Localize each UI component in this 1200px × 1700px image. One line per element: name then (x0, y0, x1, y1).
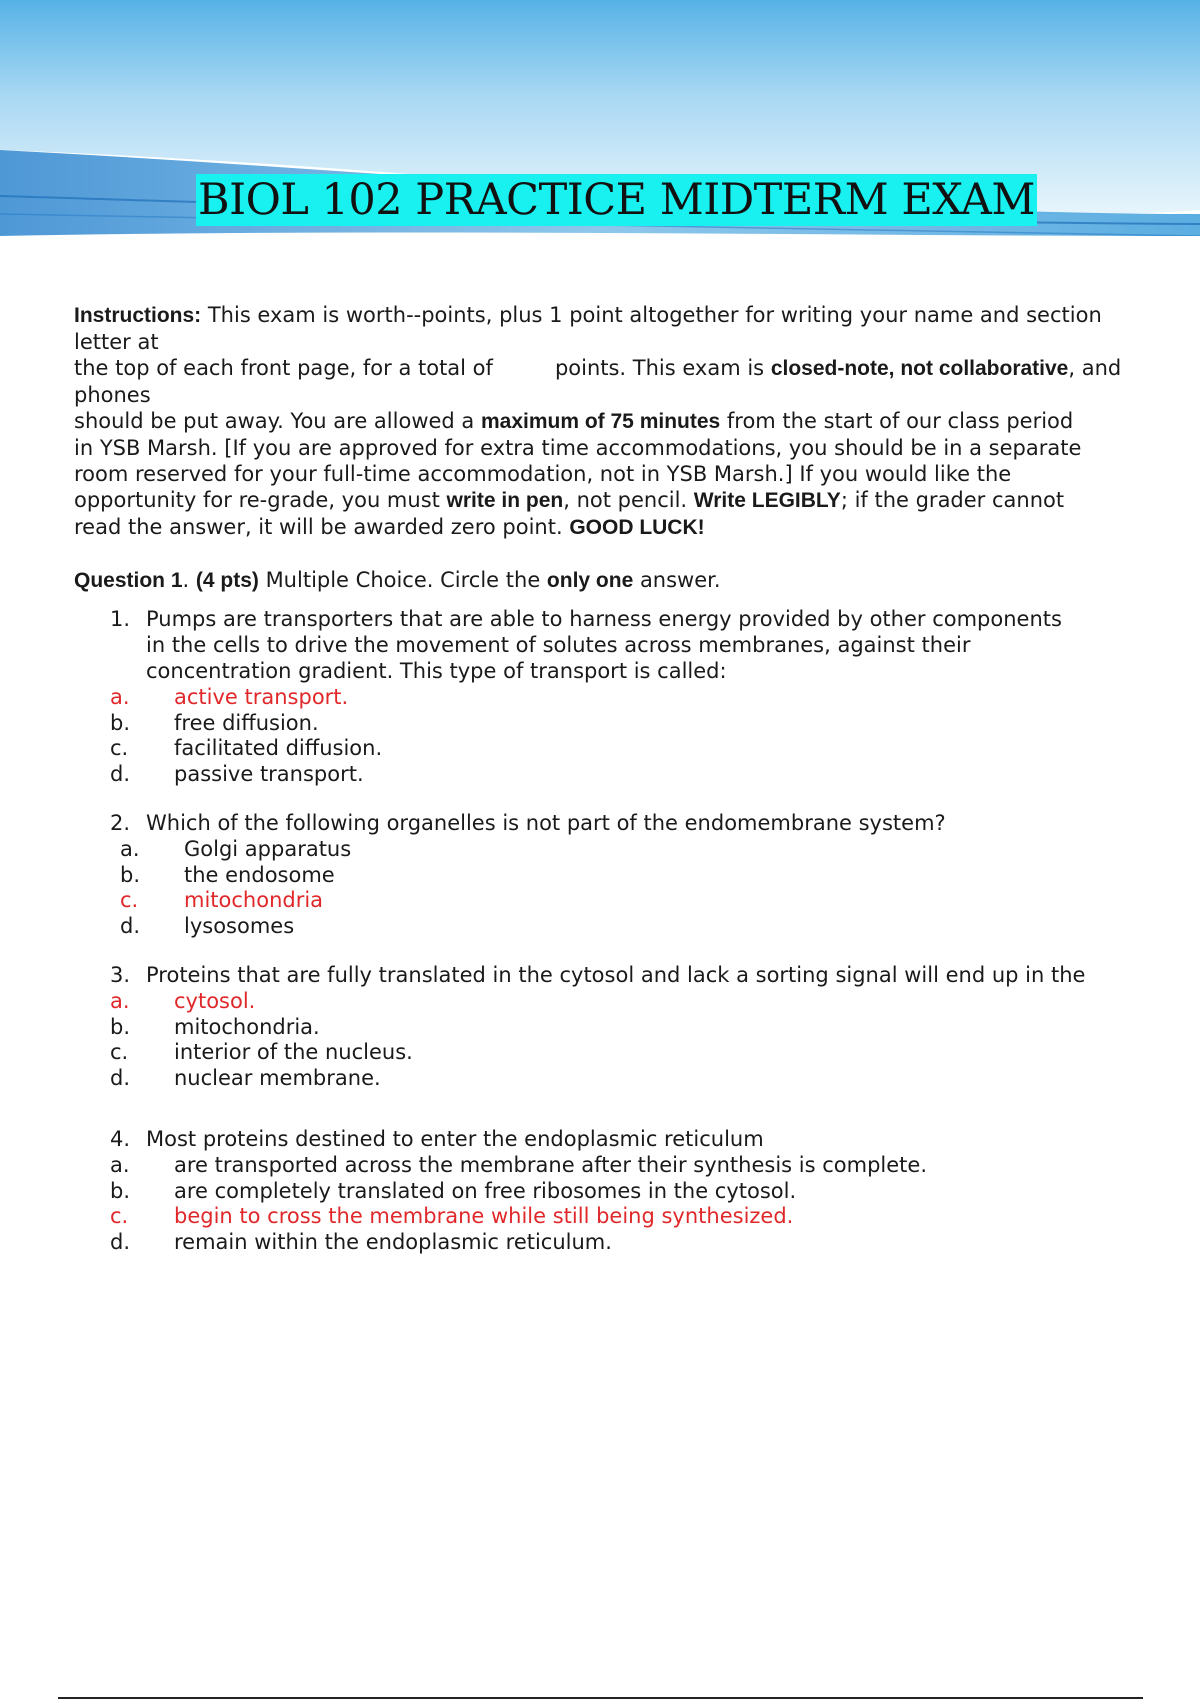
instructions: Instructions: This exam is worth--points, plus 1 point altogether for writing your name and section letter at the top of each front page, for a total of points. This exam is closed-note, not collaborative, and phones should be put away. You are allowed a maximum of 75 minutes from the start of our class period in YSB Marsh. [If you are approved for extra time accommodations, you should be in a separate room reserved for your full-time accommodation, not in YSB Marsh.] If you would like the opportunity for re-grade, you must write in pen, not pencil. Write LEGIBLY; if the grader cannot read the answer, it will be awarded zero point. GOOD LUCK! (74, 303, 1122, 539)
option[interactable]: b. the endosome (120, 862, 335, 887)
option[interactable]: d. nuclear membrane. (110, 1065, 381, 1090)
option[interactable]: b. are completely translated on free ribosomes in the cytosol. (110, 1178, 797, 1203)
question-number: 4. (110, 1127, 131, 1151)
question-number: 3. (110, 963, 131, 987)
exam-title: BIOL 102 PRACTICE MIDTERM EXAM (198, 175, 1035, 225)
option-correct[interactable]: a. active transport. (110, 685, 349, 709)
question-1: 1. Pumps are transporters that are able to harness energy provided by other components in the cells to drive the movement of solutes across membranes, against their concentration gradient. This type of transport is called: a. active transport. b. free diffusion. c. facilitated diffusion. d. passive transport. (74, 606, 1184, 786)
option[interactable]: d. remain within the endoplasmic reticulum. (110, 1229, 612, 1254)
option[interactable]: c. interior of the nucleus. (110, 1040, 413, 1064)
option[interactable]: a. are transported across the membrane after their synthesis is complete. (110, 1153, 928, 1177)
footer-divider (58, 1697, 1143, 1699)
exam-body (74, 302, 1184, 1254)
question-number: 1. (110, 607, 131, 631)
option-correct[interactable]: a. cytosol. (110, 989, 256, 1013)
question-3: 3. Proteins that are fully translated in the cytosol and lack a sorting signal will end up in the a. cytosol. b. mitochondria. c. interior of the nucleus. d. nuclear membrane. (74, 962, 1184, 1090)
option[interactable]: d. passive transport. (110, 761, 364, 786)
option-correct[interactable]: c. begin to cross the membrane while still being synthesized. (110, 1204, 794, 1228)
question-2: 2. Which of the following organelles is not part of the endomembrane system? a. Golgi apparatus b. the endosome c. mitochondria d. lysosomes (74, 810, 1184, 938)
option[interactable]: b. free diffusion. (110, 710, 319, 735)
option[interactable]: b. mitochondria. (110, 1014, 320, 1039)
option[interactable]: c. facilitated diffusion. (110, 736, 383, 760)
option-correct[interactable]: c. mitochondria (120, 888, 324, 912)
option[interactable]: a. Golgi apparatus (120, 837, 352, 861)
instructions-label: Instructions: (74, 304, 202, 327)
question-4: 4. Most proteins destined to enter the endoplasmic reticulum a. are transported across the membrane after their synthesis is complete. b. are completely translated on free ribosomes in the cytosol. c. begin to cross the membrane while still being synthesized. d. remain within the endoplasmic reticulum. (74, 1126, 1184, 1254)
option[interactable]: d. lysosomes (120, 913, 295, 938)
section-heading: Question 1. (4 pts) Multiple Choice. Circle the only one answer. (74, 568, 721, 592)
question-number: 2. (110, 811, 131, 835)
